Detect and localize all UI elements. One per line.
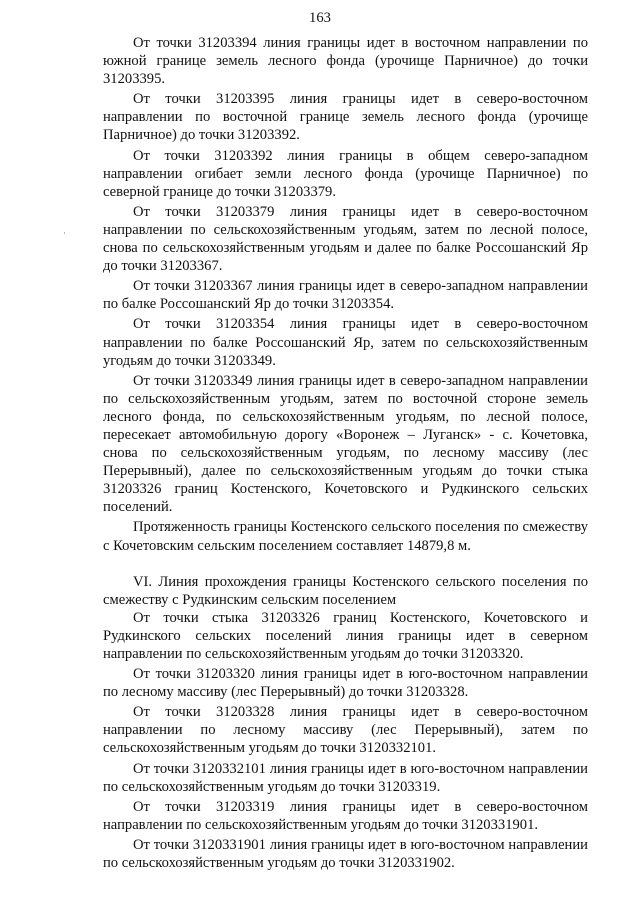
- paragraph: От точки 31203394 линия границы идет в восточном направлении по южной границе земель лесного фонда (урочище Парничное) до точки 31203395.: [103, 35, 588, 88]
- paragraph: От точки 3120331901 линия границы идет в юго-восточном направлении по сельскохозяйственным угодьям до точки 3120331902.: [103, 836, 588, 872]
- document-body: [103, 34, 588, 874]
- page-number: 163: [309, 10, 331, 26]
- paragraph: Протяженность границы Костенского сельского поселения по смежеству с Кочетовским сельским поселением составляет 14879,8 м.: [103, 519, 588, 554]
- paragraph: От точки стыка 31203326 границ Костенского, Кочетовского и Рудкинского сельских поселений линия границы идет в северном направлении по сельскохозяйственным угодьям до точки 31203320.: [103, 609, 588, 662]
- paragraph: От точки 31203328 линия границы идет в северо-восточном направлении по лесному массиву (лес Перерывный), затем по сельскохозяйственным угодьям до точки 3120332101.: [103, 704, 588, 757]
- paragraph: От точки 31203379 линия границы идет в северо-восточном направлении по сельскохозяйственным угодьям, затем по лесной полосе, снова по сельскохозяйственным угодьям и далее по балке Россошанский Яр до точки 31203367.: [103, 203, 588, 275]
- paragraph: От точки 3120332101 линия границы идет в юго-восточном направлении по сельскохозяйственным угодьям до точки 31203319.: [103, 760, 588, 795]
- section-heading: VI. Линия прохождения границы Костенского сельского поселения по смежеству с Рудкинским сельским поселением: [103, 573, 588, 608]
- margin-mark: [64, 232, 65, 234]
- paragraph: От точки 31203320 линия границы идет в юго-восточном направлении по лесному массиву (лес Перерывный) до точки 31203328.: [103, 666, 588, 701]
- paragraph: От точки 31203349 линия границы идет в северо-западном направлении по сельскохозяйственным угодьям, затем по восточной стороне земель лесного фонда, по сельскохозяйственным угодьям, по лесной полосе, пересекает автомобильную дорогу «Воронеж – Луганск» - с. Кочетовка, снова по сельскохозяйственным угодьям, по лесному массиву (лес Перерывный), далее по сельскохозяйственным угодьям до точки стыка 31203326 границ Костенского, Кочетовского и Рудкинского сельских поселений.: [103, 372, 588, 516]
- paragraph: От точки 31203392 линия границы в общем северо-западном направлении огибает земли лесного фонда (урочище Парничное) по северной границе до точки 31203379.: [103, 147, 588, 200]
- paragraph: От точки 31203367 линия границы идет в северо-западном направлении по балке Россошанский Яр до точки 31203354.: [103, 278, 588, 313]
- paragraph: От точки 31203354 линия границы идет в северо-восточном направлении по балке Россошанский Яр, затем по сельскохозяйственным угодьям до точки 31203349.: [103, 316, 588, 369]
- paragraph: От точки 31203319 линия границы идет в северо-восточном направлении по сельскохозяйственным угодьям до точки 3120331901.: [103, 798, 588, 833]
- paragraph: От точки 31203395 линия границы идет в северо-восточном направлении по восточной границе земель лесного фонда (урочище Парничное) до точки 31203392.: [103, 91, 588, 144]
